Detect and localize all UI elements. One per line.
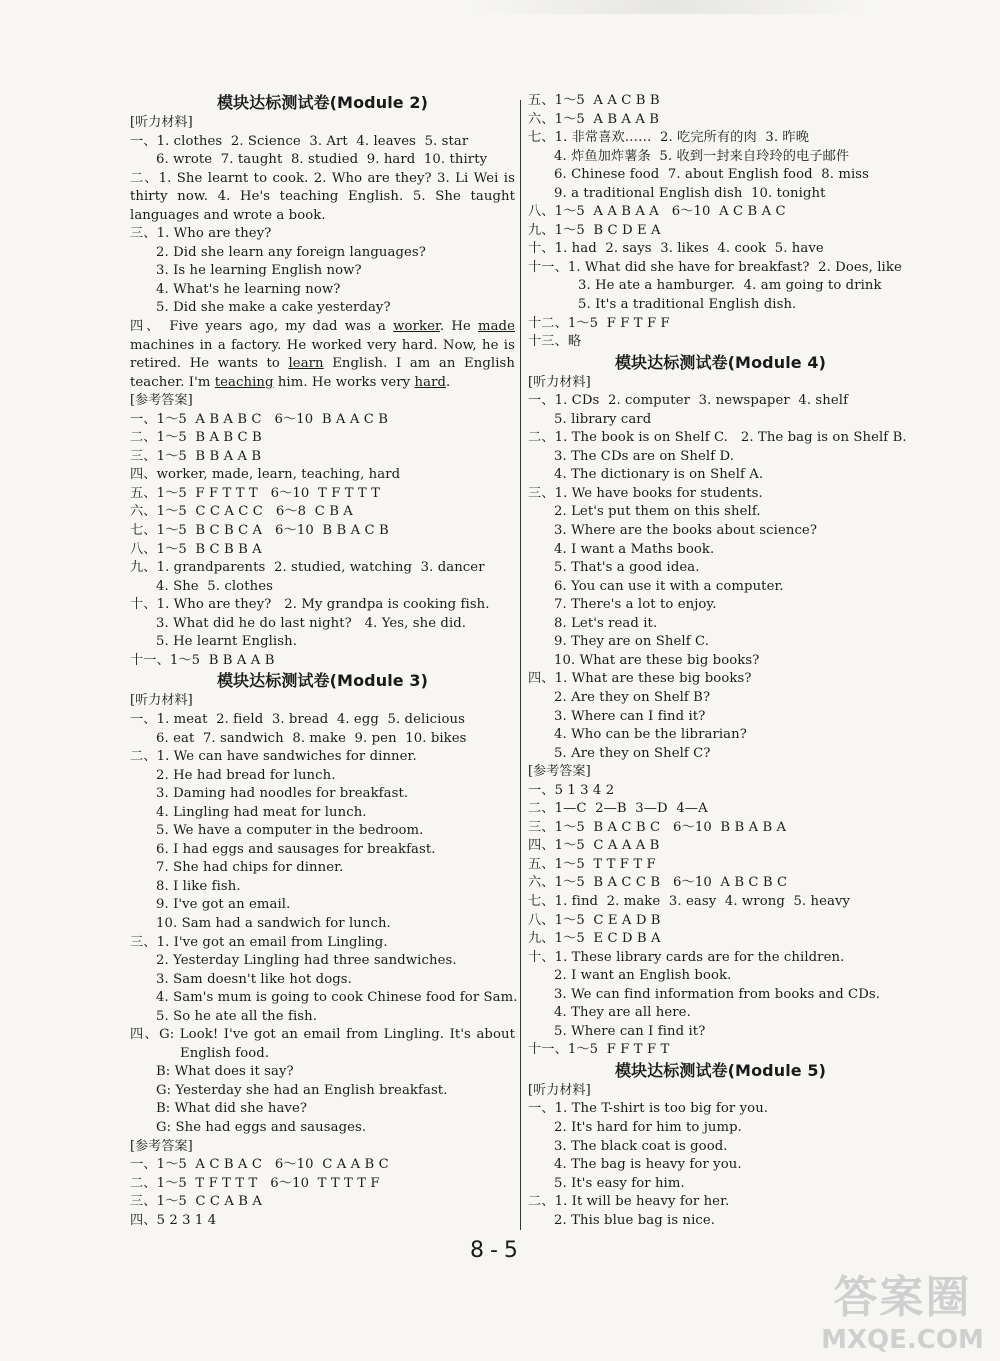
- text-line: [528, 874, 913, 893]
- line-text: languages and wrote a book.: [130, 207, 326, 223]
- text-line: [130, 578, 515, 597]
- line-text: 五、1～5 T T F T F: [528, 856, 656, 872]
- line-text: 4. The bag is heavy for you.: [554, 1157, 742, 1173]
- line-text: 2. I want an English book.: [554, 968, 732, 984]
- line-text: 四、5 2 3 1 4: [130, 1212, 217, 1228]
- text-line: [130, 859, 515, 878]
- line-text: 六、1～5 C C A C C 6～8 C B A: [130, 504, 353, 520]
- line-text: 8. I like fish.: [156, 878, 241, 894]
- scan-smudge: [470, 0, 870, 14]
- text-line: [130, 299, 515, 318]
- text-line: [528, 967, 913, 986]
- line-text: 4. They are all here.: [554, 1005, 691, 1021]
- text-line: [130, 878, 515, 897]
- line-text: machines in a factory. He worked very hard. Now, he is: [130, 337, 515, 353]
- line-text: 十一、1～5 B B A A B: [130, 652, 275, 668]
- line-text: 一、1. The T-shirt is too big for you.: [528, 1101, 769, 1117]
- line-text: 模块达标测试卷(Module 5): [614, 1060, 827, 1080]
- text-line: [130, 170, 515, 189]
- line-text: 5. He learnt English.: [156, 634, 297, 650]
- line-text: 8. Let's read it.: [554, 615, 658, 631]
- text-line: [528, 930, 913, 949]
- line-text: [听力材料]: [130, 693, 193, 709]
- line-text: 四、worker, made, learn, teaching, hard: [130, 467, 401, 483]
- line-text: 八、1～5 B C B B A: [130, 541, 262, 557]
- text-line: [528, 782, 913, 801]
- line-text: 十二、1～5 F F T F F: [528, 315, 670, 331]
- text-line: [130, 971, 515, 990]
- line-text: 八、1～5 A A B A A 6～10 A C B A C: [528, 204, 786, 220]
- line-text: 3. Sam doesn't like hot dogs.: [156, 971, 352, 987]
- text-line: [130, 1100, 515, 1119]
- line-text: 4. Who can be the librarian?: [554, 727, 747, 743]
- text-line: [528, 837, 913, 856]
- line-text: . He: [439, 319, 478, 335]
- column-divider: [520, 100, 521, 1230]
- text-line: [528, 503, 913, 522]
- line-text: 十一、1～5 F F T F T: [528, 1042, 670, 1058]
- text-line: [528, 541, 913, 560]
- text-line: [130, 767, 515, 786]
- text-line: [528, 745, 913, 764]
- line-text: 二、1. We can have sandwiches for dinner.: [130, 749, 417, 765]
- subsection-label: [130, 1138, 515, 1157]
- underlined-word: teaching: [214, 374, 274, 390]
- text-line: [130, 244, 515, 263]
- line-text: 7. She had chips for dinner.: [156, 860, 344, 876]
- text-line: [528, 1138, 913, 1157]
- line-text: 6. Chinese food 7. about English food 8. miss: [554, 167, 869, 183]
- line-text: [听力材料]: [528, 1082, 591, 1098]
- line-text: 6. You can use it with a computer.: [554, 578, 784, 594]
- line-text: 三、1～5 C C A B A: [130, 1194, 263, 1210]
- line-text: 2. Let's put them on this shelf.: [554, 504, 761, 520]
- line-text: 一、1. CDs 2. computer 3. newspaper 4. shelf: [528, 393, 849, 409]
- line-text: 一、1. clothes 2. Science 3. Art 4. leaves 5. star: [130, 133, 469, 149]
- line-text: 九、1～5 B C D E A: [528, 222, 661, 238]
- left-column: [130, 92, 518, 1230]
- text-line: [528, 259, 913, 278]
- line-text: teacher. I'm: [130, 374, 215, 390]
- line-text: 4. Sam's mum is going to cook Chinese food for Sam.: [156, 990, 518, 1006]
- text-line: [528, 559, 913, 578]
- text-line: [130, 730, 515, 749]
- line-text: 3. The black coat is good.: [554, 1138, 728, 1154]
- line-text: 3. Where can I find it?: [554, 708, 706, 724]
- line-text: 5. We have a computer in the bedroom.: [156, 823, 424, 839]
- underlined-word: learn: [288, 356, 324, 372]
- line-text: 4. What's he learning now?: [156, 281, 341, 297]
- line-text: 四、G: Look! I've got an email from Lingling. It's about: [130, 1027, 515, 1043]
- text-line: [528, 522, 913, 541]
- text-line: [528, 1100, 913, 1119]
- section-heading: [528, 352, 913, 374]
- text-line: [528, 893, 913, 912]
- line-text: 3. Where are the books about science?: [554, 523, 818, 539]
- text-line: [528, 203, 913, 222]
- text-line: [130, 411, 515, 430]
- line-text: [参考答案]: [130, 1138, 193, 1154]
- text-line: [130, 748, 515, 767]
- line-text: 6. I had eggs and sausages for breakfast.: [156, 841, 436, 857]
- watermark-url: MXQE.COM: [821, 1325, 984, 1355]
- text-line: [130, 503, 515, 522]
- text-line: [130, 466, 515, 485]
- line-text: 三、1. I've got an email from Lingling.: [130, 934, 388, 950]
- text-line: [528, 1156, 913, 1175]
- section-heading: [130, 92, 515, 114]
- subsection-label: [130, 392, 515, 411]
- text-line: [528, 708, 913, 727]
- line-text: .: [446, 374, 451, 390]
- watermark-logo: [815, 1270, 990, 1358]
- line-text: [参考答案]: [130, 393, 193, 409]
- line-text: 6. wrote 7. taught 8. studied 9. hard 10. thirty: [156, 152, 488, 168]
- text-line: [528, 986, 913, 1005]
- line-text: 5. Did she make a cake yesterday?: [156, 300, 391, 316]
- line-text: 二、1～5 B A B C B: [130, 430, 262, 446]
- text-line: [130, 615, 515, 634]
- text-line: [528, 633, 913, 652]
- subsection-label: [528, 374, 913, 393]
- line-text: 模块达标测试卷(Module 3): [216, 671, 429, 691]
- line-text: 10. What are these big books?: [554, 652, 760, 668]
- line-text: 三、1～5 B A C B C 6～10 B B A B A: [528, 819, 787, 835]
- text-line: [130, 1063, 515, 1082]
- line-text: 3. The CDs are on Shelf D.: [554, 448, 734, 464]
- line-text: 十、1. had 2. says 3. likes 4. cook 5. have: [528, 241, 824, 257]
- line-text: 二、1—C 2—B 3—D 4—A: [528, 801, 708, 817]
- text-line: [528, 92, 913, 111]
- line-text: 二、1～5 T F T T T 6～10 T T T T F: [130, 1175, 380, 1191]
- line-text: [参考答案]: [528, 764, 591, 780]
- text-line: [528, 315, 913, 334]
- line-text: 2. Are they on Shelf B?: [554, 689, 711, 705]
- subsection-label: [130, 692, 515, 711]
- line-text: 5. It's a traditional English dish.: [578, 297, 797, 313]
- line-text: 4. I want a Maths book.: [554, 541, 715, 557]
- text-line: [130, 1026, 515, 1045]
- line-text: 模块达标测试卷(Module 4): [614, 352, 827, 372]
- line-text: 一、1～5 A B A B C 6～10 B A A C B: [130, 411, 389, 427]
- subsection-label: [528, 1082, 913, 1101]
- text-line: [528, 296, 913, 315]
- line-text: 三、1. We have books for students.: [528, 485, 763, 501]
- text-line: [130, 207, 515, 226]
- line-text: 三、1. Who are they?: [130, 226, 272, 242]
- text-line: [130, 1082, 515, 1101]
- line-text: 四、1～5 C A A A B: [528, 838, 660, 854]
- text-line: [130, 785, 515, 804]
- text-line: [528, 111, 913, 130]
- text-line: [130, 559, 515, 578]
- text-line: [528, 596, 913, 615]
- line-text: [听力材料]: [130, 115, 193, 130]
- text-line: [528, 578, 913, 597]
- line-text: 九、1～5 E C D B A: [528, 931, 661, 947]
- text-line: [528, 166, 913, 185]
- text-line: [528, 1212, 913, 1231]
- text-line: [528, 689, 913, 708]
- line-text: 2. Yesterday Lingling had three sandwiches.: [156, 953, 457, 969]
- line-text: 4. 炸鱼加炸薯条 5. 收到一封来自玲玲的电子邮件: [554, 148, 850, 164]
- line-text: 3. Is he learning English now?: [156, 263, 362, 279]
- line-text: 四、1. What are these big books?: [528, 671, 752, 687]
- text-line: [130, 711, 515, 730]
- line-text: 十、1. These library cards are for the children.: [528, 949, 845, 965]
- line-text: 十一、1. What did she have for breakfast? 2. Does, like: [528, 259, 902, 275]
- text-line: [130, 896, 515, 915]
- text-line: [528, 429, 913, 448]
- line-text: 5. It's easy for him.: [554, 1175, 685, 1191]
- text-line: [528, 726, 913, 745]
- line-text: 3. He ate a hamburger. 4. am going to drink: [578, 278, 882, 294]
- line-text: G: She had eggs and sausages.: [156, 1119, 367, 1135]
- line-text: 十三、略: [528, 334, 582, 350]
- text-line: [528, 670, 913, 689]
- line-text: 2. Did she learn any foreign languages?: [156, 244, 426, 260]
- text-line: [130, 337, 515, 356]
- right-column: [528, 92, 913, 1230]
- text-line: [130, 448, 515, 467]
- text-line: [528, 1004, 913, 1023]
- text-line: [528, 1193, 913, 1212]
- line-text: 3. Daming had noodles for breakfast.: [156, 786, 409, 802]
- text-line: [528, 1023, 913, 1042]
- text-line: [130, 822, 515, 841]
- line-text: 5. So he ate all the fish.: [156, 1008, 318, 1024]
- text-line: [130, 841, 515, 860]
- line-text: 2. It's hard for him to jump.: [554, 1119, 742, 1135]
- underlined-word: hard: [414, 374, 447, 390]
- text-line: [130, 952, 515, 971]
- underlined-word: made: [477, 319, 515, 335]
- line-text: 四、 Five years ago, my dad was a: [130, 319, 394, 335]
- line-text: 3. What did he do last night? 4. Yes, she did.: [156, 615, 467, 631]
- line-text: 5. Are they on Shelf C?: [554, 745, 711, 761]
- line-text: G: Yesterday she had an English breakfast.: [156, 1082, 448, 1098]
- text-line: [130, 989, 518, 1008]
- text-line: [528, 148, 913, 167]
- line-text: 五、1～5 A A C B B: [528, 93, 660, 108]
- text-line: [130, 934, 515, 953]
- line-text: retired. He wants to: [130, 356, 289, 372]
- text-line: [528, 411, 913, 430]
- line-text: English. I am an English: [323, 356, 515, 372]
- text-line: [130, 1175, 515, 1194]
- text-line: [528, 222, 913, 241]
- text-line: [130, 262, 515, 281]
- line-text: 一、1. meat 2. field 3. bread 4. egg 5. delicious: [130, 711, 465, 727]
- line-text: 九、1. grandparents 2. studied, watching 3. dancer: [130, 560, 485, 576]
- subsection-label: [130, 114, 515, 133]
- text-line: [130, 225, 515, 244]
- line-text: 一、5 1 3 4 2: [528, 782, 615, 798]
- text-line: [130, 652, 515, 671]
- text-line: [130, 1008, 515, 1027]
- text-line: [130, 485, 515, 504]
- line-text: 七、1～5 B C B C A 6～10 B B A C B: [130, 523, 389, 539]
- line-text: him. He works very: [273, 374, 415, 390]
- text-line: [130, 188, 515, 207]
- line-text: 6. eat 7. sandwich 8. make 9. pen 10. bikes: [156, 730, 467, 746]
- line-text: B: What did she have?: [156, 1101, 308, 1117]
- line-text: [听力材料]: [528, 374, 591, 390]
- text-line: [528, 448, 913, 467]
- text-line: [528, 652, 913, 671]
- text-line: [528, 912, 913, 931]
- text-line: [130, 374, 515, 393]
- text-line: [130, 915, 515, 934]
- line-text: 4. Lingling had meat for lunch.: [156, 804, 367, 820]
- text-line: [130, 1212, 515, 1231]
- text-line: [130, 804, 515, 823]
- line-text: 4. The dictionary is on Shelf A.: [554, 467, 764, 483]
- line-text: 模块达标测试卷(Module 2): [216, 93, 429, 112]
- line-text: 三、1～5 B B A A B: [130, 448, 262, 464]
- watermark-text: 答案圈: [833, 1272, 972, 1323]
- text-line: [130, 596, 515, 615]
- line-text: 二、1. The book is on Shelf C. 2. The bag is on Shelf B.: [528, 430, 907, 446]
- line-text: thirty now. 4. He's teaching English. 5. She taught: [130, 189, 515, 205]
- text-line: [528, 949, 913, 968]
- line-text: 六、1～5 A B A A B: [528, 111, 660, 127]
- line-text: 9. a traditional English dish 10. tonight: [554, 185, 826, 201]
- subsection-label: [528, 763, 913, 782]
- line-text: 十、1. Who are they? 2. My grandpa is cooking fish.: [130, 597, 490, 613]
- text-line: [528, 240, 913, 259]
- text-line: [528, 1175, 913, 1194]
- line-text: B: What does it say?: [156, 1064, 294, 1080]
- text-line: [130, 1045, 515, 1064]
- text-line: [130, 355, 515, 374]
- text-line: [528, 466, 913, 485]
- line-text: 八、1～5 C E A D B: [528, 912, 661, 928]
- section-heading: [130, 670, 515, 692]
- text-line: [130, 1156, 515, 1175]
- text-line: [130, 1119, 515, 1138]
- line-text: 5. That's a good idea.: [554, 560, 700, 576]
- line-text: 9. They are on Shelf C.: [554, 634, 710, 650]
- text-line: [130, 633, 515, 652]
- text-line: [528, 800, 913, 819]
- text-line: [130, 522, 515, 541]
- line-text: 五、1～5 F F T T T 6～10 T F T T T: [130, 485, 381, 501]
- text-line: [528, 819, 913, 838]
- text-line: [130, 318, 515, 337]
- line-text: 4. She 5. clothes: [156, 578, 273, 594]
- line-text: 5. Where can I find it?: [554, 1023, 706, 1039]
- text-line: [528, 392, 913, 411]
- text-line: [528, 129, 913, 148]
- line-text: 二、1. It will be heavy for her.: [528, 1194, 730, 1210]
- line-text: 2. This blue bag is nice.: [554, 1212, 716, 1228]
- line-text: 六、1～5 B A C C B 6～10 A B C B C: [528, 875, 788, 891]
- line-text: 一、1～5 A C B A C 6～10 C A A B C: [130, 1157, 389, 1173]
- text-line: [130, 1193, 515, 1212]
- underlined-word: worker: [393, 319, 440, 335]
- text-line: [528, 1041, 913, 1060]
- text-line: [130, 281, 515, 300]
- text-line: [130, 133, 515, 152]
- line-text: 七、1. find 2. make 3. easy 4. wrong 5. heavy: [528, 893, 851, 909]
- line-text: 10. Sam had a sandwich for lunch.: [156, 915, 391, 931]
- text-line: [528, 333, 913, 352]
- text-line: [528, 856, 913, 875]
- line-text: 二、1. She learnt to cook. 2. Who are they? 3. Li Wei is: [130, 170, 515, 186]
- line-text: 3. We can find information from books and CDs.: [554, 986, 881, 1002]
- text-line: [130, 429, 515, 448]
- text-line: [130, 541, 515, 560]
- text-line: [528, 277, 913, 296]
- line-text: 9. I've got an email.: [156, 897, 291, 913]
- line-text: 七、1. 非常喜欢…… 2. 吃完所有的肉 3. 昨晚: [528, 130, 809, 146]
- line-text: 2. He had bread for lunch.: [156, 767, 336, 783]
- text-line: [528, 615, 913, 634]
- text-line: [528, 485, 913, 504]
- text-line: [130, 151, 515, 170]
- text-line: [528, 185, 913, 204]
- text-line: [528, 1119, 913, 1138]
- line-text: English food.: [180, 1045, 270, 1061]
- line-text: 7. There's a lot to enjoy.: [554, 597, 717, 613]
- line-text: 5. library card: [554, 411, 652, 427]
- page-number: 8-5: [470, 1238, 524, 1263]
- section-heading: [528, 1060, 913, 1082]
